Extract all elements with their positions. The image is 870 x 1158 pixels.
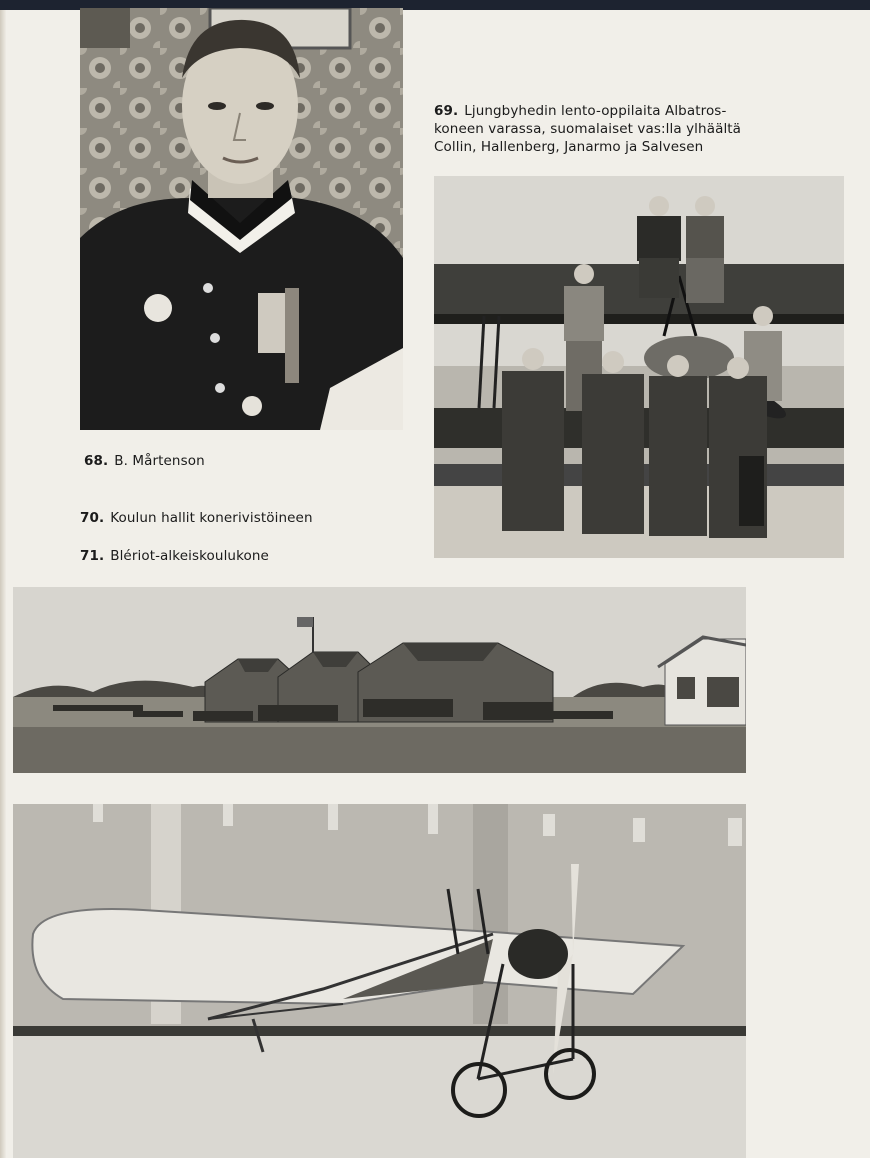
caption-68-text: B. Mårtenson [114, 453, 205, 469]
caption-69-text-3: Collin, Hallenberg, Janarmo ja Salvesen [434, 139, 704, 155]
caption-71-text: Blériot-alkeiskoulukone [110, 548, 269, 564]
caption-70-number: 70. [80, 510, 105, 526]
caption-68-number: 68. [84, 453, 109, 469]
caption-71-number: 71. [80, 548, 105, 564]
caption-69-text-2: koneen varassa, suomalaiset vas:lla ylhäältä [434, 121, 742, 137]
caption-68 [84, 452, 384, 470]
page-left-edge [0, 10, 6, 1158]
photo-69-pilots-albatros [434, 176, 844, 558]
photo-70-hangars [13, 587, 746, 773]
caption-69 [434, 102, 794, 156]
caption-70-text: Koulun hallit konerivistöineen [110, 510, 313, 526]
caption-69-line-1 [434, 102, 794, 120]
caption-69-number: 69. [434, 103, 459, 119]
caption-69-text-1: Ljungbyhedin lento-oppilaita Albatros- [464, 103, 727, 119]
caption-70 [80, 509, 410, 527]
caption-71 [80, 547, 410, 565]
photo-68-portrait [80, 8, 403, 430]
photo-71-bleriot-plane [13, 804, 746, 1158]
